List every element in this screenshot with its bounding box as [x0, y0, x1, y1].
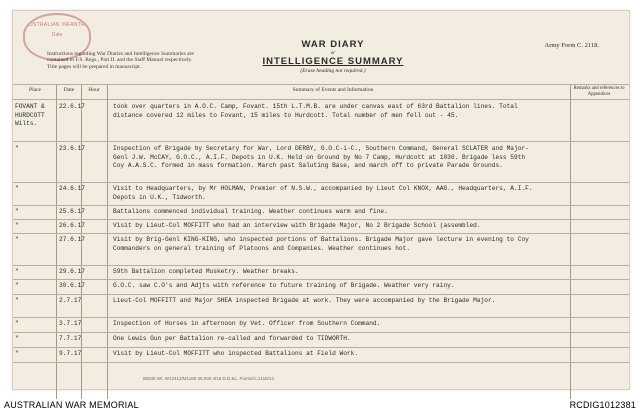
entry-place: ": [15, 297, 19, 304]
entry-text: Visit by Brig-Genl KING-KING, who inspected portions of Battalions. Brigade Major gave lecture in evening to Coy Commanders on general training of Platoons and Companies. Weather continues hot.: [113, 236, 529, 252]
column-rule: [56, 85, 57, 399]
entry-date: 9.7.17: [59, 350, 82, 357]
row-rule: [13, 317, 629, 318]
entry-date: 2.7.17: [59, 297, 82, 304]
entry-place: ": [15, 320, 19, 327]
entry-place: ": [15, 185, 19, 192]
row-rule: [13, 332, 629, 333]
entry-text: 59th Battalion completed Musketry. Weather breaks.: [113, 268, 299, 275]
entry-date: 24.6.17: [59, 185, 85, 192]
archive-caption: AUSTRALIAN WAR MEMORIAL: [4, 400, 139, 410]
row-rule: [13, 347, 629, 348]
entry-date: 3.7.17: [59, 320, 82, 327]
entry-place: ": [15, 268, 19, 275]
entry-date: 27.6.17: [59, 236, 85, 243]
entry-place: ": [15, 208, 19, 215]
title-intelligence-summary: INTELLIGENCE SUMMARY: [262, 56, 404, 67]
printer-imprint: 85035 Wt. W12412/M1160 35,000 4/16 D.D.&L. Forms/C.2118/12.: [143, 376, 276, 381]
entry-text: Visit to Headquarters, by Mr HOLMAN, Premier of N.S.W., accompanied by Lieut Col KNOX, AAG., Headquarters, A.I.F. Depots in U.K., Tidworth.: [113, 185, 533, 201]
entry-date: 23.6.17: [59, 145, 85, 152]
entry-text: Visit by Lieut-Col MOFFITT who had an interview with Brigade Major, No 2 Brigade School (assembled.: [113, 222, 481, 229]
title-or: or: [330, 51, 336, 56]
title-war-diary: WAR DIARY: [301, 39, 365, 50]
entry-place: ": [15, 335, 19, 342]
row-rule: [13, 265, 629, 266]
entry-place: ": [15, 145, 19, 152]
header-hour: Hour: [88, 87, 100, 93]
entry-place: ": [15, 282, 19, 289]
column-rule: [107, 85, 108, 399]
stamp-line2: Date: [51, 32, 63, 38]
row-rule: [13, 233, 629, 234]
entry-date: 29.6.17: [59, 268, 85, 275]
entry-text: Lieut-Col MOFFITT and Major SHEA inspected Brigade at work. They were accompanied by the Brigade Major.: [113, 297, 496, 304]
entry-text: One Lewis Gun per Battalion re-called and forwarded to TIDWORTH.: [113, 335, 351, 342]
war-diary-page: [12, 10, 630, 390]
entry-text: Inspection of Horses in afternoon by Vet. Officer from Southern Command.: [113, 320, 381, 327]
row-rule: [13, 279, 629, 280]
row-rule: [13, 362, 629, 363]
entry-text: Inspection of Brigade by Secretary for War, Lord DERBY, G.O.C-i-C., Southern Command, General SCLATER and Major-Genl J.W. McCAY, G.O.C., A.I.F. Depots in U.K. Held on Ground by No 7 Camp, Hurdcott at 1030. Brigade less 59th Coy A.A.S.C. formed in mass formation. March past Saluting Base, and march off to private Parade Grounds.: [113, 145, 529, 169]
entry-date: 7.7.17: [59, 335, 82, 342]
instructions-text: Instructions regarding War Diaries and Intelligence Summaries are contained in F.S. Regs., Part II. and the Staff Manual respectively. Title pages will be prepared in manuscript.: [47, 51, 194, 70]
header-remarks: Remarks and references to Appendices: [573, 86, 625, 97]
row-rule: [13, 205, 629, 206]
entry-date: 22.6.17: [59, 103, 85, 110]
header-bottom-rule: [13, 99, 629, 100]
row-rule: [13, 294, 629, 295]
entry-place: ": [15, 222, 19, 229]
header-date: Date: [63, 87, 75, 93]
stamp-line1: AUSTRALIAN INFANTRY: [25, 22, 89, 28]
title-block: [213, 39, 453, 74]
row-rule: [13, 182, 629, 183]
title-erase-note: (Erase heading not required.): [300, 68, 366, 74]
army-form-number: Army Form C. 2118.: [544, 42, 599, 49]
archive-reference: RCDIG1012381: [569, 400, 636, 410]
entry-text: G.O.C. saw C.O's and Adjts with reference to future training of Brigade. Weather very rainy.: [113, 282, 455, 289]
header-place: Place: [29, 87, 41, 93]
entry-text: Battalions commenced individual training. Weather continues warm and fine.: [113, 208, 388, 215]
entry-date: 26.6.17: [59, 222, 85, 229]
entry-text: took over quarters in A.O.C. Camp, Fovant. 15th L.T.M.B. are under canvas east of 63rd Battalion lines. Total distance covered 12 miles to Fovant, 15 miles to Hurdcott. Total number of men fell out - 45.: [113, 103, 518, 119]
row-rule: [13, 219, 629, 220]
column-rule: [570, 85, 571, 399]
row-rule: [13, 141, 629, 142]
entry-date: 30.6.17: [59, 282, 85, 289]
entry-date: 25.6.17: [59, 208, 85, 215]
header-summary: Summary of Events and Information: [292, 87, 374, 93]
entry-place: ": [15, 236, 19, 243]
header-top-rule: [13, 84, 629, 85]
entry-text: Visit by Lieut-Col MOFFITT who inspected Battalions at Field Work.: [113, 350, 359, 357]
entry-place: ": [15, 350, 19, 357]
entry-place: FOVANT & HURDCOTT Wilts.: [15, 103, 45, 127]
